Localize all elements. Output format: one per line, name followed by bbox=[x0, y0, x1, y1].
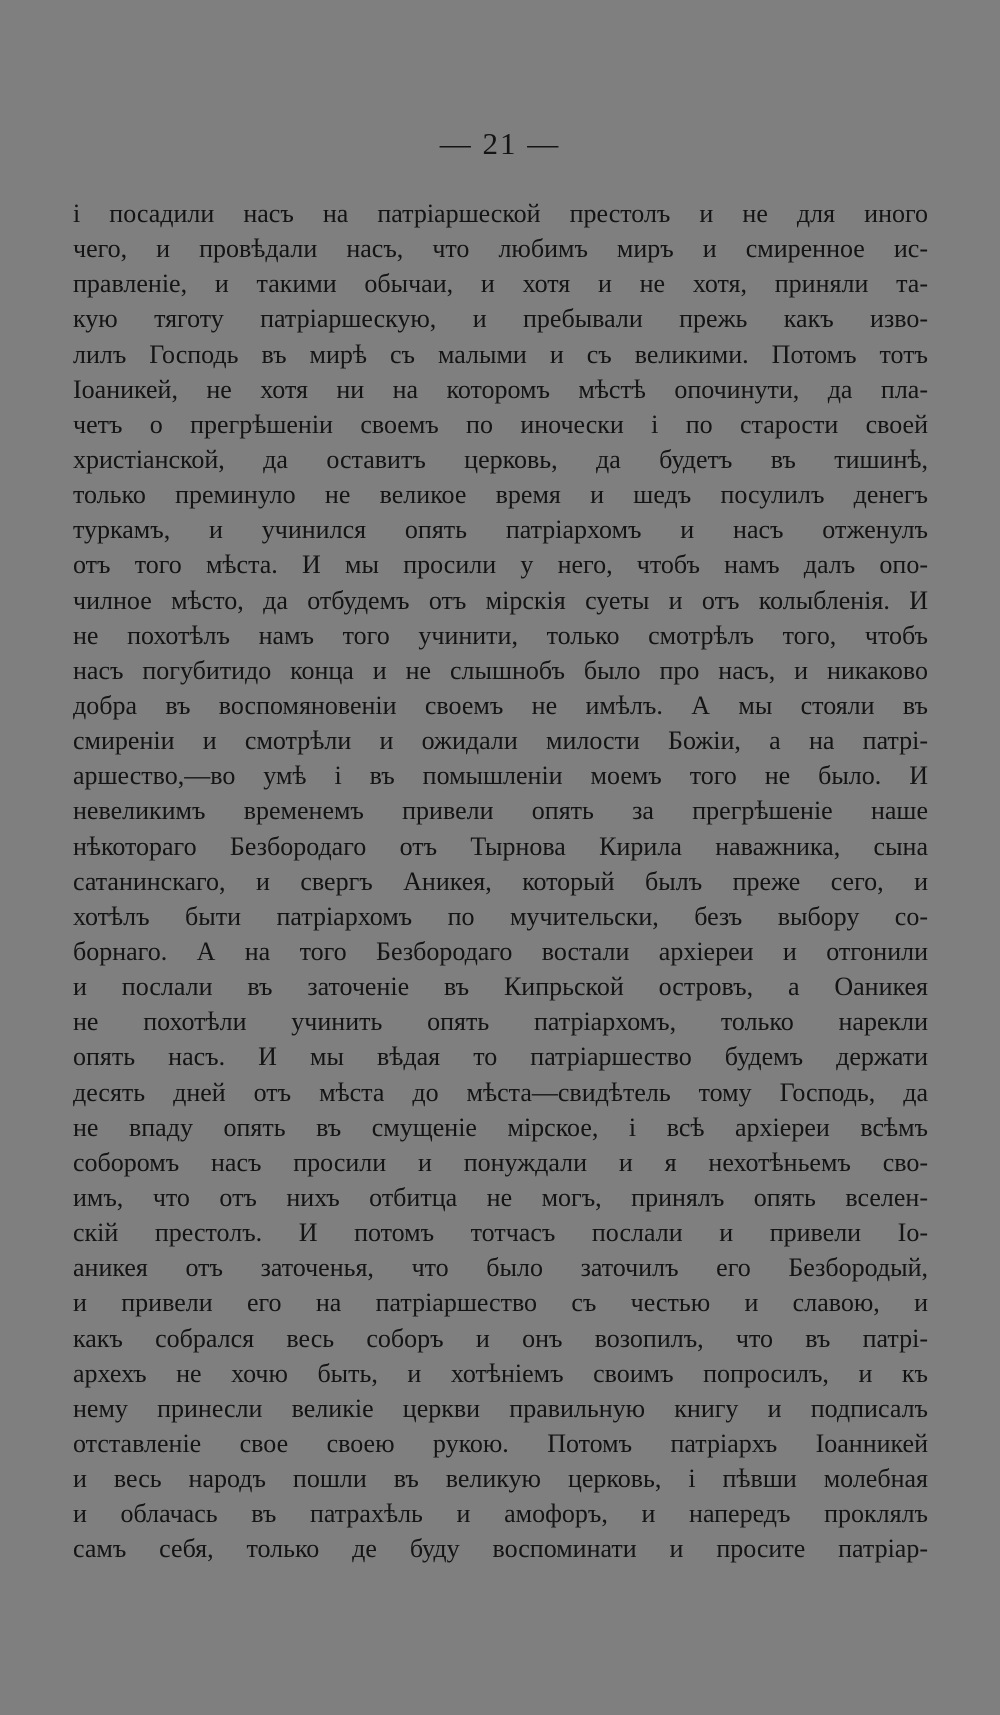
text-line: архехъ не хочю быть, и хотѣніемъ своимъ попросилъ, и къ bbox=[73, 1358, 928, 1388]
text-line: десять дней отъ мѣста до мѣста—свидѣтель тому Господь, да bbox=[73, 1077, 928, 1107]
text-line: не похотѣлъ намъ того учинити, только смотрѣлъ того, чтобъ bbox=[73, 620, 928, 650]
text-line: какъ собрался весь соборъ и онъ возопилъ, что въ патрі- bbox=[73, 1323, 928, 1353]
text-line: и привели его на патріаршество съ честью и славою, и bbox=[73, 1288, 928, 1318]
text-line: нѣкотораго Безбородаго отъ Тырнова Кирила наважника, сына bbox=[73, 831, 928, 861]
text-line: невеликимъ временемъ привели опять за прегрѣшеніе наше bbox=[73, 796, 928, 826]
page-number: — 21 — bbox=[439, 126, 561, 161]
text-line: не похотѣли учинить опять патріархомъ, только нарекли bbox=[73, 1007, 928, 1037]
text-line: кую тяготу патріаршескую, и пребывали прежь какъ изво- bbox=[73, 304, 928, 334]
text-line: чилное мѣсто, да отбудемъ отъ мірскія суеты и отъ колыбленія. И bbox=[73, 585, 928, 615]
text-line: Іоаникей, не хотя ни на которомъ мѣстѣ опочинути, да пла- bbox=[73, 374, 928, 404]
text-line: не впаду опять въ смущеніе мірское, і всѣ архіереи всѣмъ bbox=[73, 1112, 928, 1142]
text-line: и весь народъ пошли въ великую церковь, і пѣвши молебная bbox=[73, 1464, 928, 1494]
text-line: опять насъ. И мы вѣдая то патріаршество будемъ держати bbox=[73, 1042, 928, 1072]
text-line: только преминуло не великое время и шедъ посулилъ денегъ bbox=[73, 480, 928, 510]
text-line: туркамъ, и учинился опять патріархомъ и насъ отженулъ bbox=[73, 515, 928, 545]
text-line: насъ погубитидо конца и не слышнобъ было про насъ, и никаково bbox=[73, 655, 928, 685]
text-line: самъ себя, только де буду воспоминати и просите патріар- bbox=[73, 1534, 928, 1564]
text-line: и облачась въ патрахѣль и амофоръ, и напередъ проклялъ bbox=[73, 1499, 928, 1529]
text-line: сатанинскаго, и свергъ Аникея, который былъ преже сего, и bbox=[73, 866, 928, 896]
text-line: христіанской, да оставитъ церковь, да будетъ въ тишинѣ, bbox=[73, 444, 928, 474]
text-line: добра въ воспомяновеніи своемъ не имѣлъ. А мы стояли въ bbox=[73, 690, 928, 720]
text-line: смиреніи и смотрѣли и ожидали милости Божіи, а на патрі- bbox=[73, 726, 928, 756]
text-line: скій престолъ. И потомъ тотчасъ послали и привели Іо- bbox=[73, 1218, 928, 1248]
text-line: борнаго. А на того Безбородаго востали архіереи и отгонили bbox=[73, 936, 928, 966]
text-line: отъ того мѣста. И мы просили у него, чтобъ намъ далъ опо- bbox=[73, 550, 928, 580]
text-line: хотѣлъ быти патріархомъ по мучительски, безъ выбору со- bbox=[73, 901, 928, 931]
text-line: лилъ Господь въ мирѣ съ малыми и съ великими. Потомъ тотъ bbox=[73, 339, 928, 369]
text-line: правленіе, и такими обычаи, и хотя и не хотя, приняли та- bbox=[73, 269, 928, 299]
text-line: чего, и провѣдали насъ, что любимъ миръ и смиренное ис- bbox=[73, 234, 928, 264]
text-line: и послали въ заточеніе въ Кипрьской островъ, а Оаникея bbox=[73, 972, 928, 1002]
text-line: аникея отъ заточенья, что было заточилъ его Безбородый, bbox=[73, 1253, 928, 1283]
text-line: имъ, что отъ нихъ отбитца не могъ, принялъ опять вселен- bbox=[73, 1182, 928, 1212]
text-line: нему принесли великіе церкви правильную книгу и подписалъ bbox=[73, 1393, 928, 1423]
text-line: отставленіе свое своею рукою. Потомъ патріархъ Іоанникей bbox=[73, 1428, 928, 1458]
text-line: аршество,—во умѣ і въ помышленіи моемъ того не было. И bbox=[73, 761, 928, 791]
text-line: і посадили насъ на патріаршеской престолъ и не для иного bbox=[73, 199, 928, 228]
body-text bbox=[73, 196, 928, 1566]
text-line: соборомъ насъ просили и понуждали и я нехотѣньемъ сво- bbox=[73, 1147, 928, 1177]
text-line: четъ о прегрѣшеніи своемъ по иночески і по старости своей bbox=[73, 409, 928, 439]
